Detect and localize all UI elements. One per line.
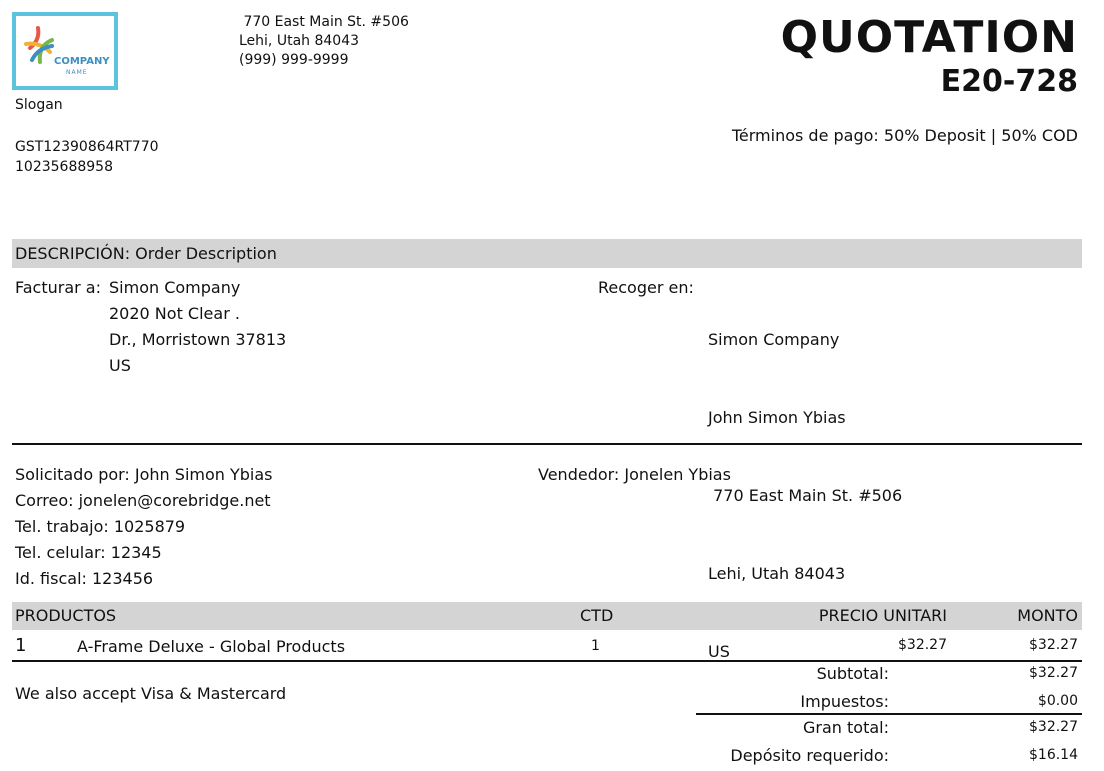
document-number: E20-728: [940, 64, 1078, 99]
row-unit-price: $32.27: [898, 637, 947, 653]
totals-divider: [696, 713, 1082, 715]
bill-to-line: 2020 Not Clear .: [109, 304, 240, 323]
header-qty: CTD: [580, 606, 614, 625]
row-amount: $32.27: [1029, 637, 1078, 653]
grand-total-value: $32.27: [1029, 719, 1078, 735]
contact-email: Correo: jonelen@corebridge.net: [15, 491, 271, 510]
row-product-name: A-Frame Deluxe - Global Products: [77, 637, 346, 656]
logo-mark-icon: [22, 26, 56, 66]
ship-to-line: Simon Company: [708, 330, 840, 349]
payment-terms: Términos de pago: 50% Deposit | 50% COD: [731, 126, 1078, 145]
ship-to-line: John Simon Ybias: [708, 408, 846, 427]
cell-phone: Tel. celular: 12345: [15, 543, 162, 562]
ship-to-line: US: [708, 642, 730, 661]
grand-total-label: Gran total:: [803, 718, 889, 737]
header-unit-price: PRECIO UNITARI: [818, 606, 947, 625]
company-address-line1: 770 East Main St. #506: [239, 14, 409, 30]
totals-block: [696, 660, 1082, 771]
deposit-value: $16.14: [1029, 747, 1078, 763]
subtotal-label: Subtotal:: [816, 664, 889, 683]
contact-block: [15, 462, 273, 592]
company-phone: (999) 999-9999: [239, 52, 349, 68]
bill-to-address: [109, 275, 286, 379]
fiscal-id: Id. fiscal: 123456: [15, 569, 154, 588]
row-qty: 1: [591, 638, 600, 654]
description-band: [12, 239, 1082, 268]
company-address-line2: Lehi, Utah 84043: [239, 33, 360, 49]
description-text: DESCRIPCIÓN: Order Description: [15, 244, 277, 263]
header-product: PRODUCTOS: [15, 606, 117, 625]
row-index: 1: [15, 635, 27, 656]
salesperson: Vendedor: Jonelen Ybias: [538, 465, 731, 484]
bill-to-line: Simon Company: [109, 278, 241, 297]
requested-by: Solicitado por: John Simon Ybias: [15, 465, 273, 484]
ship-to-label: Recoger en:: [598, 278, 694, 297]
deposit-label: Depósito requerido:: [730, 746, 889, 765]
company-slogan: Slogan: [15, 97, 63, 113]
logo-text: COMPANY: [54, 56, 110, 67]
document-title: QUOTATION: [780, 12, 1078, 63]
subtotal-value: $32.27: [1029, 665, 1078, 681]
logo-subtext: NAME: [66, 69, 88, 76]
payment-note: We also accept Visa & Mastercard: [15, 684, 287, 703]
company-tax-id: GST12390864RT770: [15, 139, 159, 155]
ship-to-line: 770 East Main St. #506: [708, 486, 903, 505]
company-id-number: 10235688958: [15, 159, 113, 175]
products-header: [12, 602, 1082, 630]
table-row: [12, 630, 1082, 662]
bill-to-label: Facturar a:: [15, 278, 101, 297]
work-phone: Tel. trabajo: 1025879: [15, 517, 186, 536]
ship-to-line: Lehi, Utah 84043: [708, 564, 846, 583]
company-logo: [12, 12, 118, 90]
section-divider: [12, 443, 1082, 445]
tax-label: Impuestos:: [800, 692, 889, 711]
tax-value: $0.00: [1037, 693, 1078, 709]
header-amount: MONTO: [1017, 606, 1078, 625]
bill-to-line: Dr., Morristown 37813: [109, 330, 287, 349]
bill-to-line: US: [109, 356, 131, 375]
